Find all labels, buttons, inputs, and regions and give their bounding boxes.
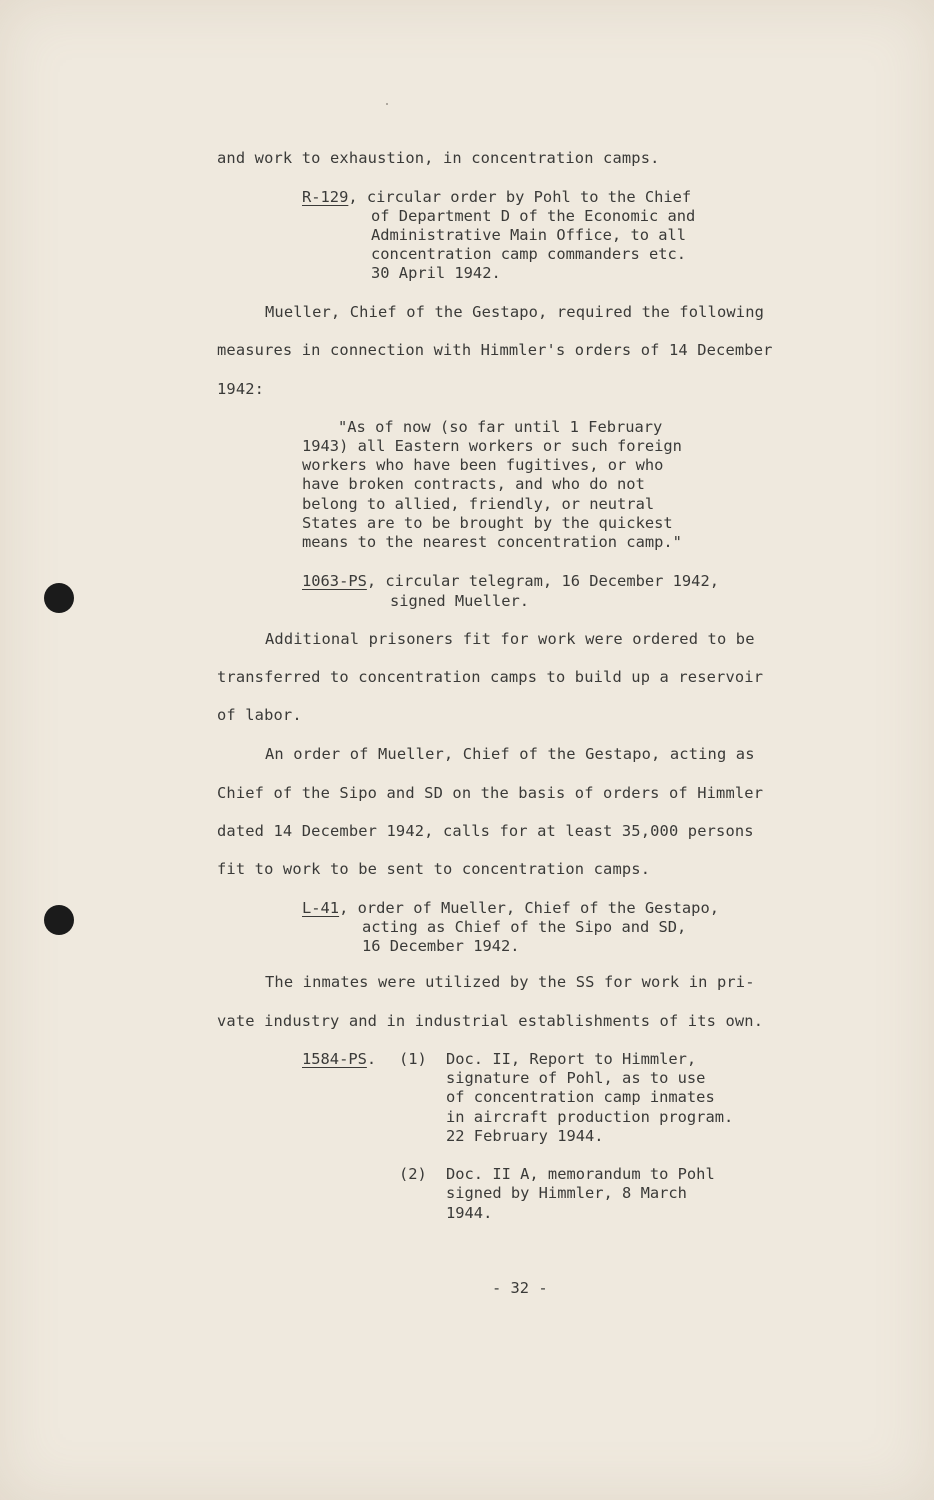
citation-item-number: (2) xyxy=(399,1165,427,1183)
citation-text: in aircraft production program. xyxy=(446,1108,734,1126)
paper-speck xyxy=(386,103,388,105)
paragraph-line: fit to work to be sent to concentration camps. xyxy=(217,860,651,878)
citation-text: Administrative Main Office, to all xyxy=(371,226,687,244)
citation-text: Doc. II, Report to Himmler, xyxy=(446,1050,697,1068)
citation-first-line xyxy=(302,1050,376,1069)
citation-reference: 1063-PS xyxy=(302,572,367,590)
punch-hole-bottom xyxy=(44,905,74,935)
citation-reference: 1584-PS xyxy=(302,1050,367,1068)
quote-line: belong to allied, friendly, or neutral xyxy=(302,495,655,513)
quote-line: workers who have been fugitives, or who xyxy=(302,456,664,474)
quote-line: 1943) all Eastern workers or such foreign xyxy=(302,437,682,455)
paragraph-line: and work to exhaustion, in concentration camps. xyxy=(217,149,660,167)
quote-line: "As of now (so far until 1 February xyxy=(338,418,663,436)
paragraph-line: 1942: xyxy=(217,380,265,398)
quote-line: States are to be brought by the quickest xyxy=(302,514,673,532)
paragraph-line: of labor. xyxy=(217,706,302,724)
citation-text: 30 April 1942. xyxy=(371,264,501,282)
citation-reference: L-41 xyxy=(302,899,340,917)
quote-line: means to the nearest concentration camp." xyxy=(302,533,682,551)
quote-line: have broken contracts, and who do not xyxy=(302,475,645,493)
paragraph-line: vate industry and in industrial establishments of its own. xyxy=(217,1012,764,1030)
citation-text: . xyxy=(366,1050,377,1068)
citation-text: Doc. II A, memorandum to Pohl xyxy=(446,1165,715,1183)
citation-text: of concentration camp inmates xyxy=(446,1088,715,1106)
paragraph-line: The inmates were utilized by the SS for work in pri- xyxy=(265,973,755,991)
citation-text: , circular telegram, 16 December 1942, xyxy=(366,572,719,590)
citation-text: of Department D of the Economic and xyxy=(371,207,696,225)
citation-text: signed Mueller. xyxy=(390,592,529,610)
citation-text: , order of Mueller, Chief of the Gestapo, xyxy=(339,899,719,917)
paragraph-line: Chief of the Sipo and SD on the basis of orders of Himmler xyxy=(217,784,764,802)
punch-hole-top xyxy=(44,583,74,613)
citation-text: signature of Pohl, as to use xyxy=(446,1069,706,1087)
citation-first-line xyxy=(302,188,691,207)
citation-text: 1944. xyxy=(446,1204,493,1222)
page-number: - 32 - xyxy=(492,1279,548,1297)
citation-item-number: (1) xyxy=(399,1050,427,1068)
paragraph-line: dated 14 December 1942, calls for at least 35,000 persons xyxy=(217,822,754,840)
citation-first-line xyxy=(302,572,719,591)
citation-text: 22 February 1944. xyxy=(446,1127,604,1145)
citation-text: 16 December 1942. xyxy=(362,937,520,955)
paragraph-line: Mueller, Chief of the Gestapo, required the following xyxy=(265,303,765,321)
paragraph-line: Additional prisoners fit for work were ordered to be xyxy=(265,630,755,648)
citation-text: , circular order by Pohl to the Chief xyxy=(348,188,692,206)
citation-text: acting as Chief of the Sipo and SD, xyxy=(362,918,687,936)
citation-text: concentration camp commanders etc. xyxy=(371,245,687,263)
paragraph-line: transferred to concentration camps to build up a reservoir xyxy=(217,668,764,686)
paragraph-line: measures in connection with Himmler's orders of 14 December xyxy=(217,341,773,359)
citation-text: signed by Himmler, 8 March xyxy=(446,1184,687,1202)
paragraph-line: An order of Mueller, Chief of the Gestapo, acting as xyxy=(265,745,755,763)
citation-first-line xyxy=(302,899,719,918)
citation-reference: R-129 xyxy=(302,188,349,206)
